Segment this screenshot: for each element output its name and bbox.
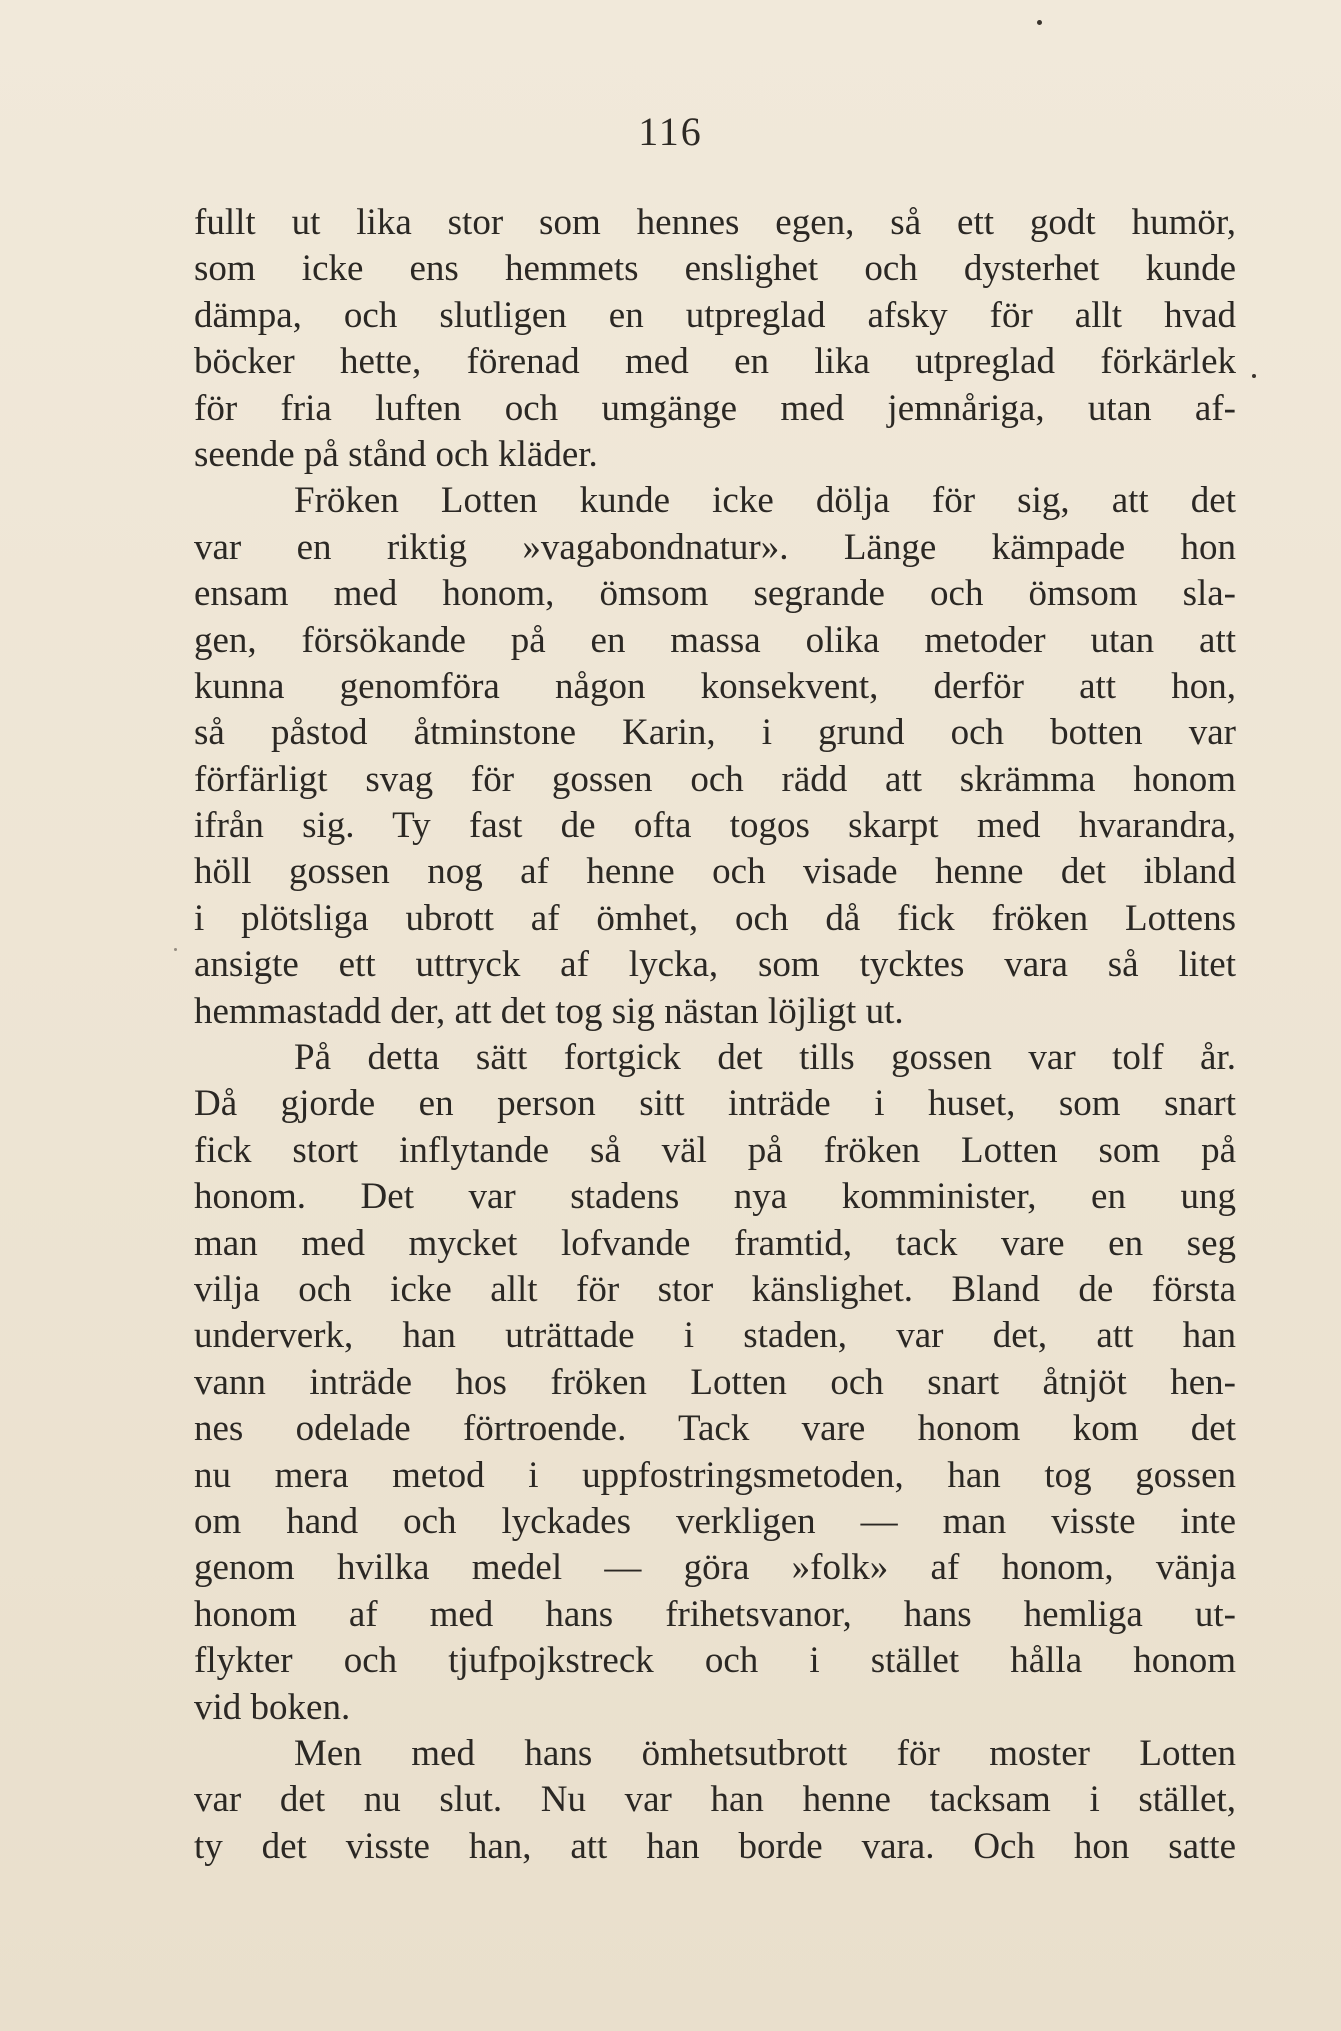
- text-line: kunna genomföra någon konsekvent, derför att hon,: [194, 665, 1236, 707]
- text-line: som icke ens hemmets enslighet och dysterhet kunde: [194, 248, 1236, 290]
- text-line: man med mycket lofvande framtid, tack vare en seg: [194, 1222, 1236, 1264]
- text-line: Fröken Lotten kunde icke dölja för sig, att det: [294, 480, 1236, 522]
- text-line: honom. Det var stadens nya komminister, en ung: [194, 1176, 1236, 1218]
- text-line: genom hvilka medel — göra »folk» af honom, vänja: [194, 1547, 1236, 1589]
- text-line: ifrån sig. Ty fast de ofta togos skarpt med hvarandra,: [194, 805, 1236, 847]
- text-line: så påstod åtminstone Karin, i grund och botten var: [194, 712, 1236, 754]
- text-line: böcker hette, förenad med en lika utpreglad förkärlek: [194, 341, 1236, 383]
- text-line: seende på stånd och kläder.: [194, 433, 598, 475]
- text-line: ansigte ett uttryck af lycka, som tycktes vara så litet: [194, 944, 1236, 986]
- text-line: vid boken.: [194, 1686, 351, 1728]
- text-line: om hand och lyckades verkligen — man visste inte: [194, 1500, 1236, 1542]
- text-line: vilja och icke allt för stor känslighet. Bland de första: [194, 1268, 1236, 1310]
- text-line: Men med hans ömhetsutbrott för moster Lotten: [294, 1732, 1236, 1774]
- text-line: Då gjorde en person sitt inträde i huset, som snart: [194, 1083, 1236, 1125]
- text-line: På detta sätt fortgick det tills gossen var tolf år.: [294, 1037, 1236, 1079]
- text-line: dämpa, och slutligen en utpreglad afsky för allt hvad: [194, 294, 1236, 336]
- text-line: förfärligt svag för gossen och rädd att skrämma honom: [194, 758, 1236, 800]
- text-line: vann inträde hos fröken Lotten och snart åtnjöt hen-: [194, 1361, 1236, 1403]
- text-line: ensam med honom, ömsom segrande och ömsom sla-: [194, 573, 1236, 615]
- text-line: hemmastadd der, att det tog sig nästan löjligt ut.: [194, 990, 904, 1032]
- text-line: fullt ut lika stor som hennes egen, så ett godt humör,: [194, 202, 1236, 243]
- text-line: för fria luften och umgänge med jemnåriga, utan af-: [194, 387, 1236, 429]
- text-line: höll gossen nog af henne och visade henne det ibland: [194, 851, 1236, 893]
- text-line: nes odelade förtroende. Tack vare honom kom det: [194, 1408, 1236, 1450]
- ink-speck: [1037, 20, 1042, 25]
- ink-speck: [174, 948, 177, 951]
- text-line: honom af med hans frihetsvanor, hans hemliga ut-: [194, 1593, 1236, 1635]
- ink-speck: [1252, 374, 1256, 378]
- text-line: i plötsliga ubrott af ömhet, och då fick fröken Lottens: [194, 897, 1236, 939]
- text-line: var en riktig »vagabondnatur». Länge kämpade hon: [194, 526, 1236, 568]
- text-line: ty det visste han, att han borde vara. Och hon satte: [194, 1825, 1236, 1867]
- text-line: underverk, han uträttade i staden, var det, att han: [194, 1315, 1236, 1357]
- page-number: 116: [638, 109, 703, 154]
- text-line: nu mera metod i uppfostringsmetoden, han tog gossen: [194, 1454, 1236, 1496]
- text-line: flykter och tjufpojkstreck och i stället hålla honom: [194, 1640, 1236, 1682]
- text-line: fick stort inflytande så väl på fröken Lotten som på: [194, 1129, 1236, 1171]
- text-line: var det nu slut. Nu var han henne tacksam i stället,: [194, 1779, 1236, 1821]
- text-line: gen, försökande på en massa olika metoder utan att: [194, 619, 1236, 661]
- body-text: [194, 200, 1236, 1870]
